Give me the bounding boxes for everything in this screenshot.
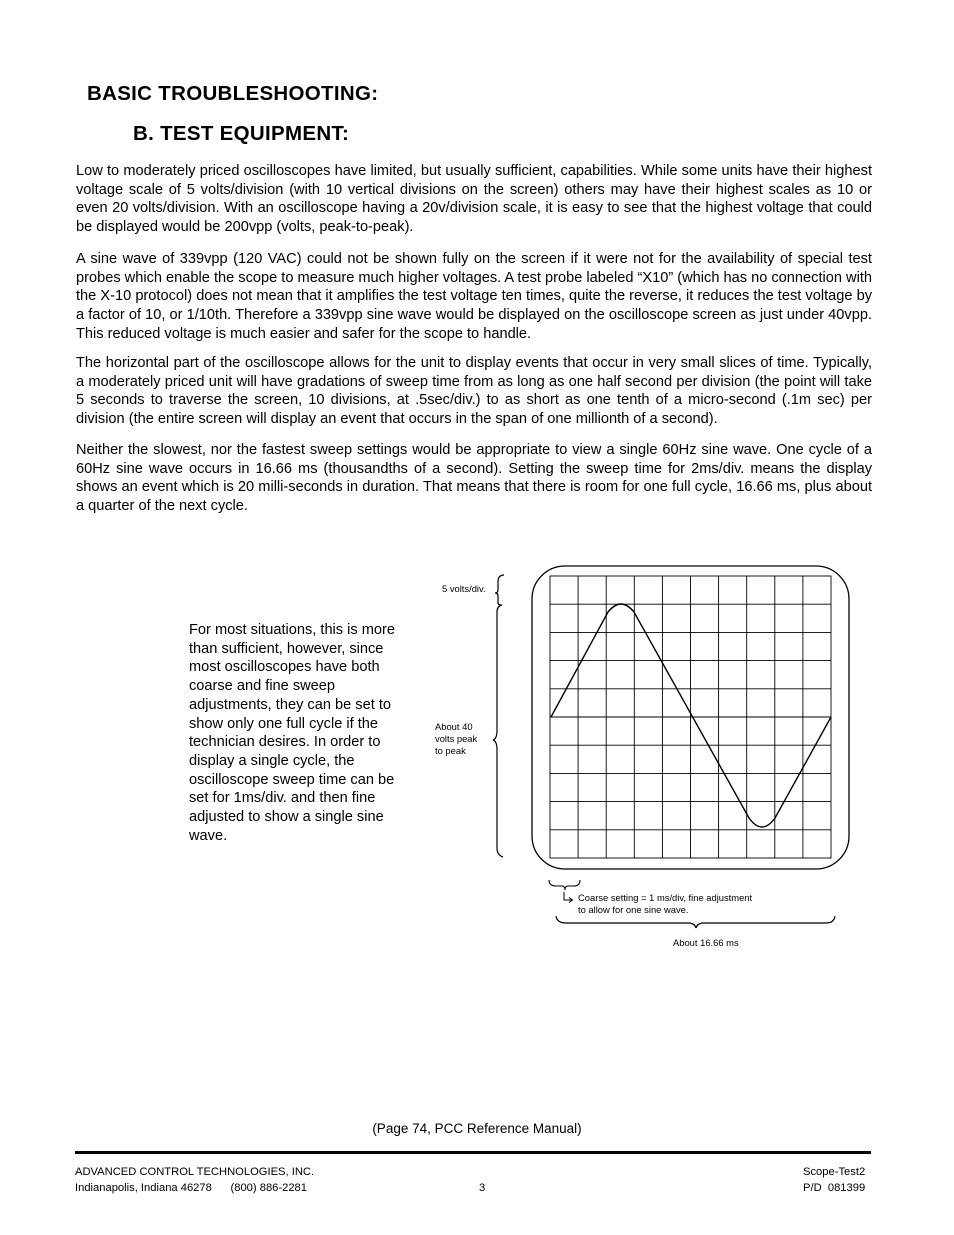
scope-grid (550, 576, 831, 858)
footer-company: ADVANCED CONTROL TECHNOLOGIES, INC. (75, 1166, 315, 1178)
footer-address: Indianapolis, Indiana 46278 (800) 886-2281 (75, 1182, 308, 1194)
label-coarse-line-2: to allow for one sine wave. (578, 904, 689, 915)
label-amplitude-line-2: volts peak (435, 733, 478, 744)
paragraph-sweep-time: The horizontal part of the oscilloscope allows for the unit to display events that occur in very small slices of time. Typically, a moderately priced unit will have gradations of sweep time from as long as one half second per division (the point will take 5 seconds to traverse the screen, 10 divisions, at .5sec/div.) to as short as one tenth of a micro-second (.1m sec) per division (the entire screen will display an event that occurs in the span of one millionth of a second). (76, 355, 872, 428)
page-heading: BASIC TROUBLESHOOTING: (87, 82, 379, 105)
paragraph-test-probe: A sine wave of 339vpp (120 VAC) could not be shown fully on the screen if it were not for the availability of special test probes which enable the scope to measure much higher voltages. A test probe labeled “X10” (which has no connection with the X-10 protocol) does not mean that it amplifies the test voltage ten times, quite the reverse, it reduces the test voltage by a factor of 10, or 1/10th. Therefore a 339vpp sine wave would be displayed on the oscilloscope screen as just under 40vpp. This reduced voltage is much easier and safer for the scope to handle. (76, 251, 872, 342)
horizontal-division-brace (549, 880, 580, 890)
label-volts-per-div: 5 volts/div. (442, 583, 486, 594)
side-note: For most situations, this is more than sufficient, however, since most oscilloscopes have both coarse and fine sweep adjustments, they can be set to show only one full cycle if the technician desires. In order to display a single cycle, the oscilloscope sweep time can be set for 1ms/div. and then fine adjusted to show a single sine wave. (189, 622, 395, 844)
footer-divider (75, 1151, 871, 1154)
label-coarse-line-1: Coarse setting = 1 ms/div, fine adjustment (578, 892, 753, 903)
amplitude-brace (493, 605, 503, 857)
footer-doc-id: Scope-Test2 (803, 1166, 866, 1178)
label-amplitude-line-1: About 40 (435, 721, 473, 732)
sine-wave-trace (551, 604, 831, 827)
paragraph-60hz: Neither the slowest, nor the fastest sweep settings would be appropriate to view a single 60Hz sine wave. One cycle of a 60Hz sine wave occurs in 16.66 ms (thousandths of a second). Setting the sweep time for 2ms/div. means the display shows an event which is 20 milli-seconds in duration. That means that there is room for one full cycle, 16.66 ms, plus about a quarter of the next cycle. (76, 442, 872, 515)
footer-part-number: P/D 081399 (803, 1182, 866, 1194)
section-heading: B. TEST EQUIPMENT: (133, 122, 350, 145)
paragraph-voltage-scale: Low to moderately priced oscilloscopes have limited, but usually sufficient, capabilities. While some units have their highest voltage scale of 5 volts/division (with 10 vertical divisions on the screen) others may have their highest scales as 10 or even 20 volts/division. With an oscilloscope having a 20v/division scale, it is easy to see that the highest voltage that could be displayed would be 200vpp (volts, peak-to-peak). (76, 163, 872, 236)
period-brace (556, 916, 835, 928)
page-caption: (Page 74, PCC Reference Manual) (372, 1121, 582, 1136)
label-amplitude-line-3: to peak (435, 745, 466, 756)
page-number: 3 (479, 1182, 486, 1194)
division-brace (495, 575, 504, 605)
label-period: About 16.66 ms (673, 937, 739, 948)
